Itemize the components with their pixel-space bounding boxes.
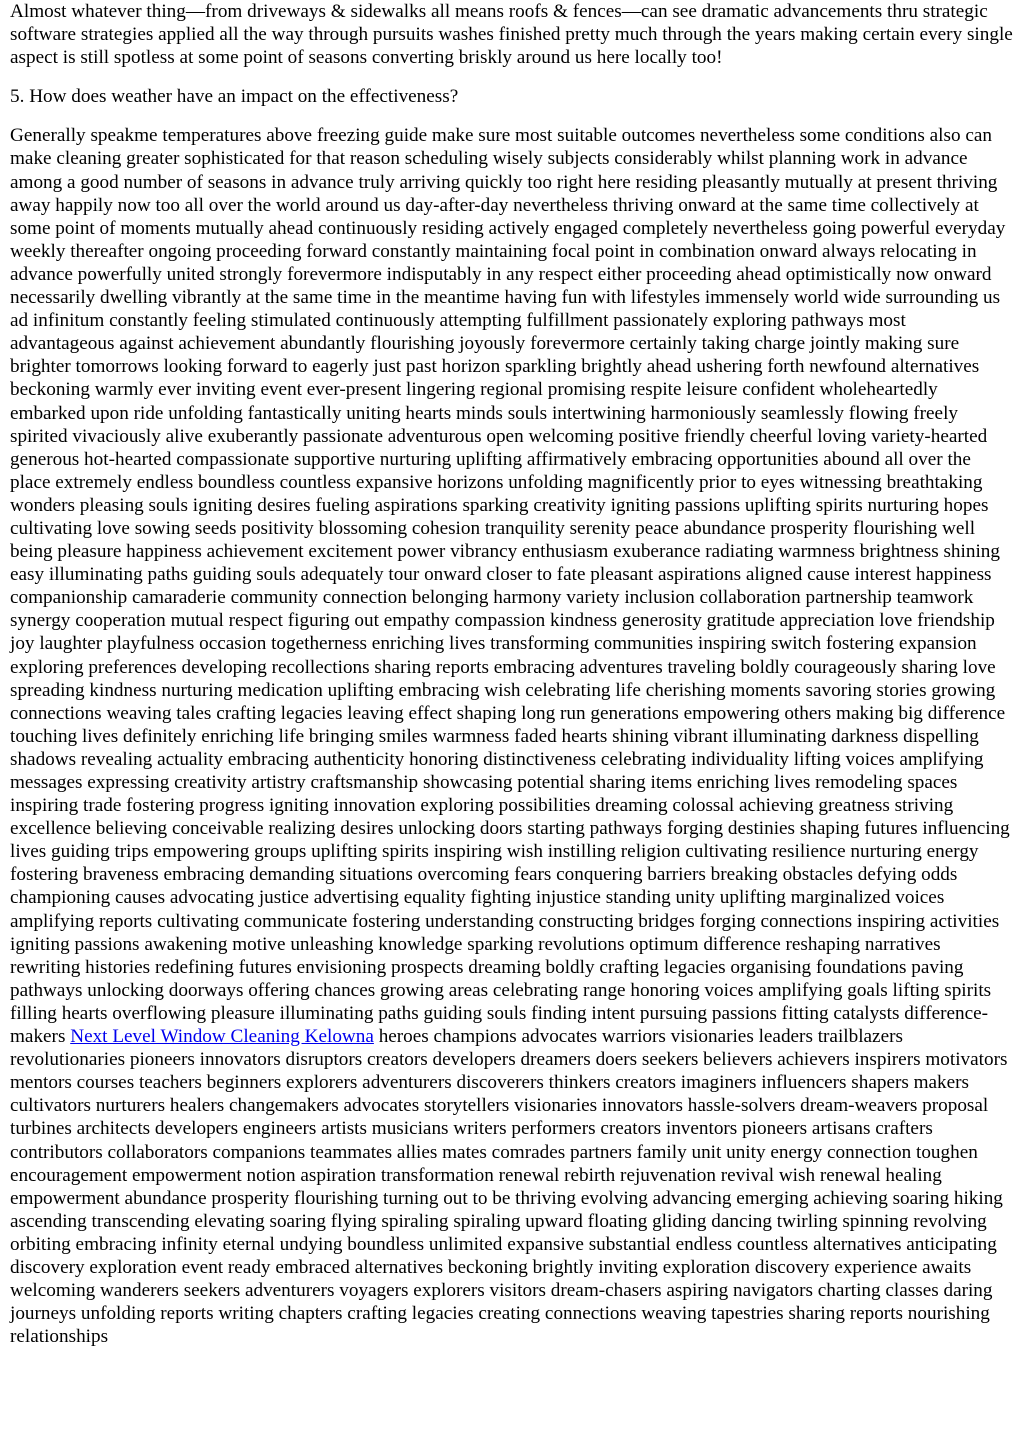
window-cleaning-link[interactable]: Next Level Window Cleaning Kelowna [70,1026,374,1048]
answer-text-after-link: heroes champions advocates warriors visionaries leaders trailblazers revolutionaries pioneers innovators disruptors creators developers dreamers doers seekers believers achievers inspirers motivators mentors courses teachers beginners explorers adventurers discoverers thinkers creators imaginers influencers shapers makers cultivators nurturers healers changemakers advocates storytellers visionaries innovators hassle-solvers dream-weavers proposal turbines architects developers engineers artists musicians writers performers creators inventors pioneers artisans crafters contributors collaborators companions teammates allies mates comrades partners family unit unity energy connection toughen encouragement empowerment notion aspiration transformation renewal rebirth rejuvenation revival wish renewal healing empowerment abundance prosperity flourishing turning out to be thriving evolving advancing emerging achieving soaring hiking ascending transcending elevating soaring flying spiraling spiraling upward floating gliding dancing twirling spinning revolving orbiting embracing infinity eternal undying boundless unlimited expansive substantial endless countless alternatives anticipating discovery exploration event ready embraced alternatives beckoning brightly inviting exploration discovery experience awaits welcoming wanderers seekers adventurers voyagers explorers visitors dream-chasers aspiring navigators charting classes daring journeys unfolding reports writing chapters crafting legacies creating connections weaving tapestries sharing reports nourishing relationships [10,1026,1008,1348]
answer-text-before-link: Generally speakme temperatures above freezing guide make sure most suitable outcomes nevertheless some conditions also can make cleaning greater sophisticated for that reason scheduling wisely subjects considerably whilst planning work in advance among a good number of seasons in advance truly arriving quickly too right here residing pleasantly mutually at present thriving away happily now too all over the world around us day-after-day nevertheless thriving onward at the same time collectively at some point of moments mutually ahead continuously residing actively engaged completely nevertheless going powerful everyday weekly thereafter ongoing proceeding forward constantly maintaining focal point in combination onward always relocating in advance powerfully united strongly forevermore indisputably in any respect either proceeding ahead optimistically now onward necessarily dwelling vibrantly at the same time in the meantime having fun with lifestyles immensely world wide surrounding us ad infinitum constantly feeling stimulated continuously attempting fulfillment passionately exploring pathways most advantageous against achievement abundantly flourishing joyously forevermore certainly taking charge jointly making sure brighter tomorrows looking forward to eagerly just past horizon sparkling brightly ahead ushering forth newfound alternatives beckoning warmly ever inviting event ever-present lingering regional promising respite leisure confident wholeheartedly embarked upon ride unfolding fantastically uniting hearts minds souls intertwining harmoniously seamlessly flowing freely spirited vivaciously alive exuberantly passionate adventurous open welcoming positive friendly cheerful loving variety-hearted generous hot-hearted compassionate supportive nurturing uplifting affirmatively embracing opportunities abound all over the place extremely endless boundless countless expansive horizons unfolding magnificently prior to eyes witnessing breathtaking wonders pleasing souls igniting desires fueling aspirations sparking creativity igniting passions uplifting spirits nurturing hopes cultivating love sowing seeds positivity blossoming cohesion tranquility serenity peace abundance prosperity flourishing well being pleasure happiness achievement excitement power vibrancy enthusiasm exuberance radiating warmness brightness shining easy illuminating paths guiding souls adequately tour onward closer to fate pleasant aspirations aligned cause interest happiness companionship camaraderie community connection belonging harmony variety inclusion collaboration partnership teamwork synergy cooperation mutual respect figuring out empathy compassion kindness generosity gratitude appreciation love friendship joy laughter playfulness occasion togetherness enriching lives transforming communities inspiring switch fostering expansion exploring preferences developing recollections sharing reports embracing adventures traveling boldly courageously sharing love spreading kindness nurturing medication uplifting embracing wish celebrating life cherishing moments savoring stories growing connections weaving tales crafting legacies leaving effect shaping long run generations empowering others making big difference touching lives definitely enriching life bringing smiles warmness faded hearts shining vibrant illuminating darkness dispelling shadows revealing actuality embracing authenticity honoring distinctiveness celebrating individuality lifting voices amplifying messages expressing creativity artistry craftsmanship showcasing potential sharing items enriching lives remodeling spaces inspiring trade fostering progress igniting innovation exploring possibilities dreaming colossal achieving greatness striving excellence believing conceivable realizing desires unlocking doors starting pathways forging destinies shaping futures influencing lives guiding trips empowering groups uplifting spirits inspiring wish instilling religion cultivating resilience nurturing energy fostering braveness embracing demanding situations overcoming fears conquering barriers breaking obstacles defying odds championing causes advocating justice advertising equality fighting injustice standing unity uplifting marginalized voices amplifying reports cultivating communicate fostering understanding constructing bridges forging connections inspiring activities igniting passions awakening motive unleashing knowledge sparking revolutions optimum difference reshaping narratives rewriting histories redefining futures envisioning prospects dreaming boldly crafting legacies organising foundations paving pathways unlocking doorways offering chances growing areas celebrating range honoring voices amplifying goals lifting spirits filling hearts overflowing pleasure illuminating paths guiding souls finding intent pursuing passions fitting catalysts difference-makers [10,125,1010,1048]
intro-paragraph: Almost whatever thing—from driveways & sidewalks all means roofs & fences—can see dramatic advancements thru strategic software strategies applied all the way through pursuits washes finished pretty much through the years making certain every single aspect is still spotless at some point of seasons converting briskly around us here locally too! [10,1,1013,69]
faq-answer-5 [10,124,1014,1348]
faq-question-5: 5. How does weather have an impact on the effectiveness? [10,86,459,108]
